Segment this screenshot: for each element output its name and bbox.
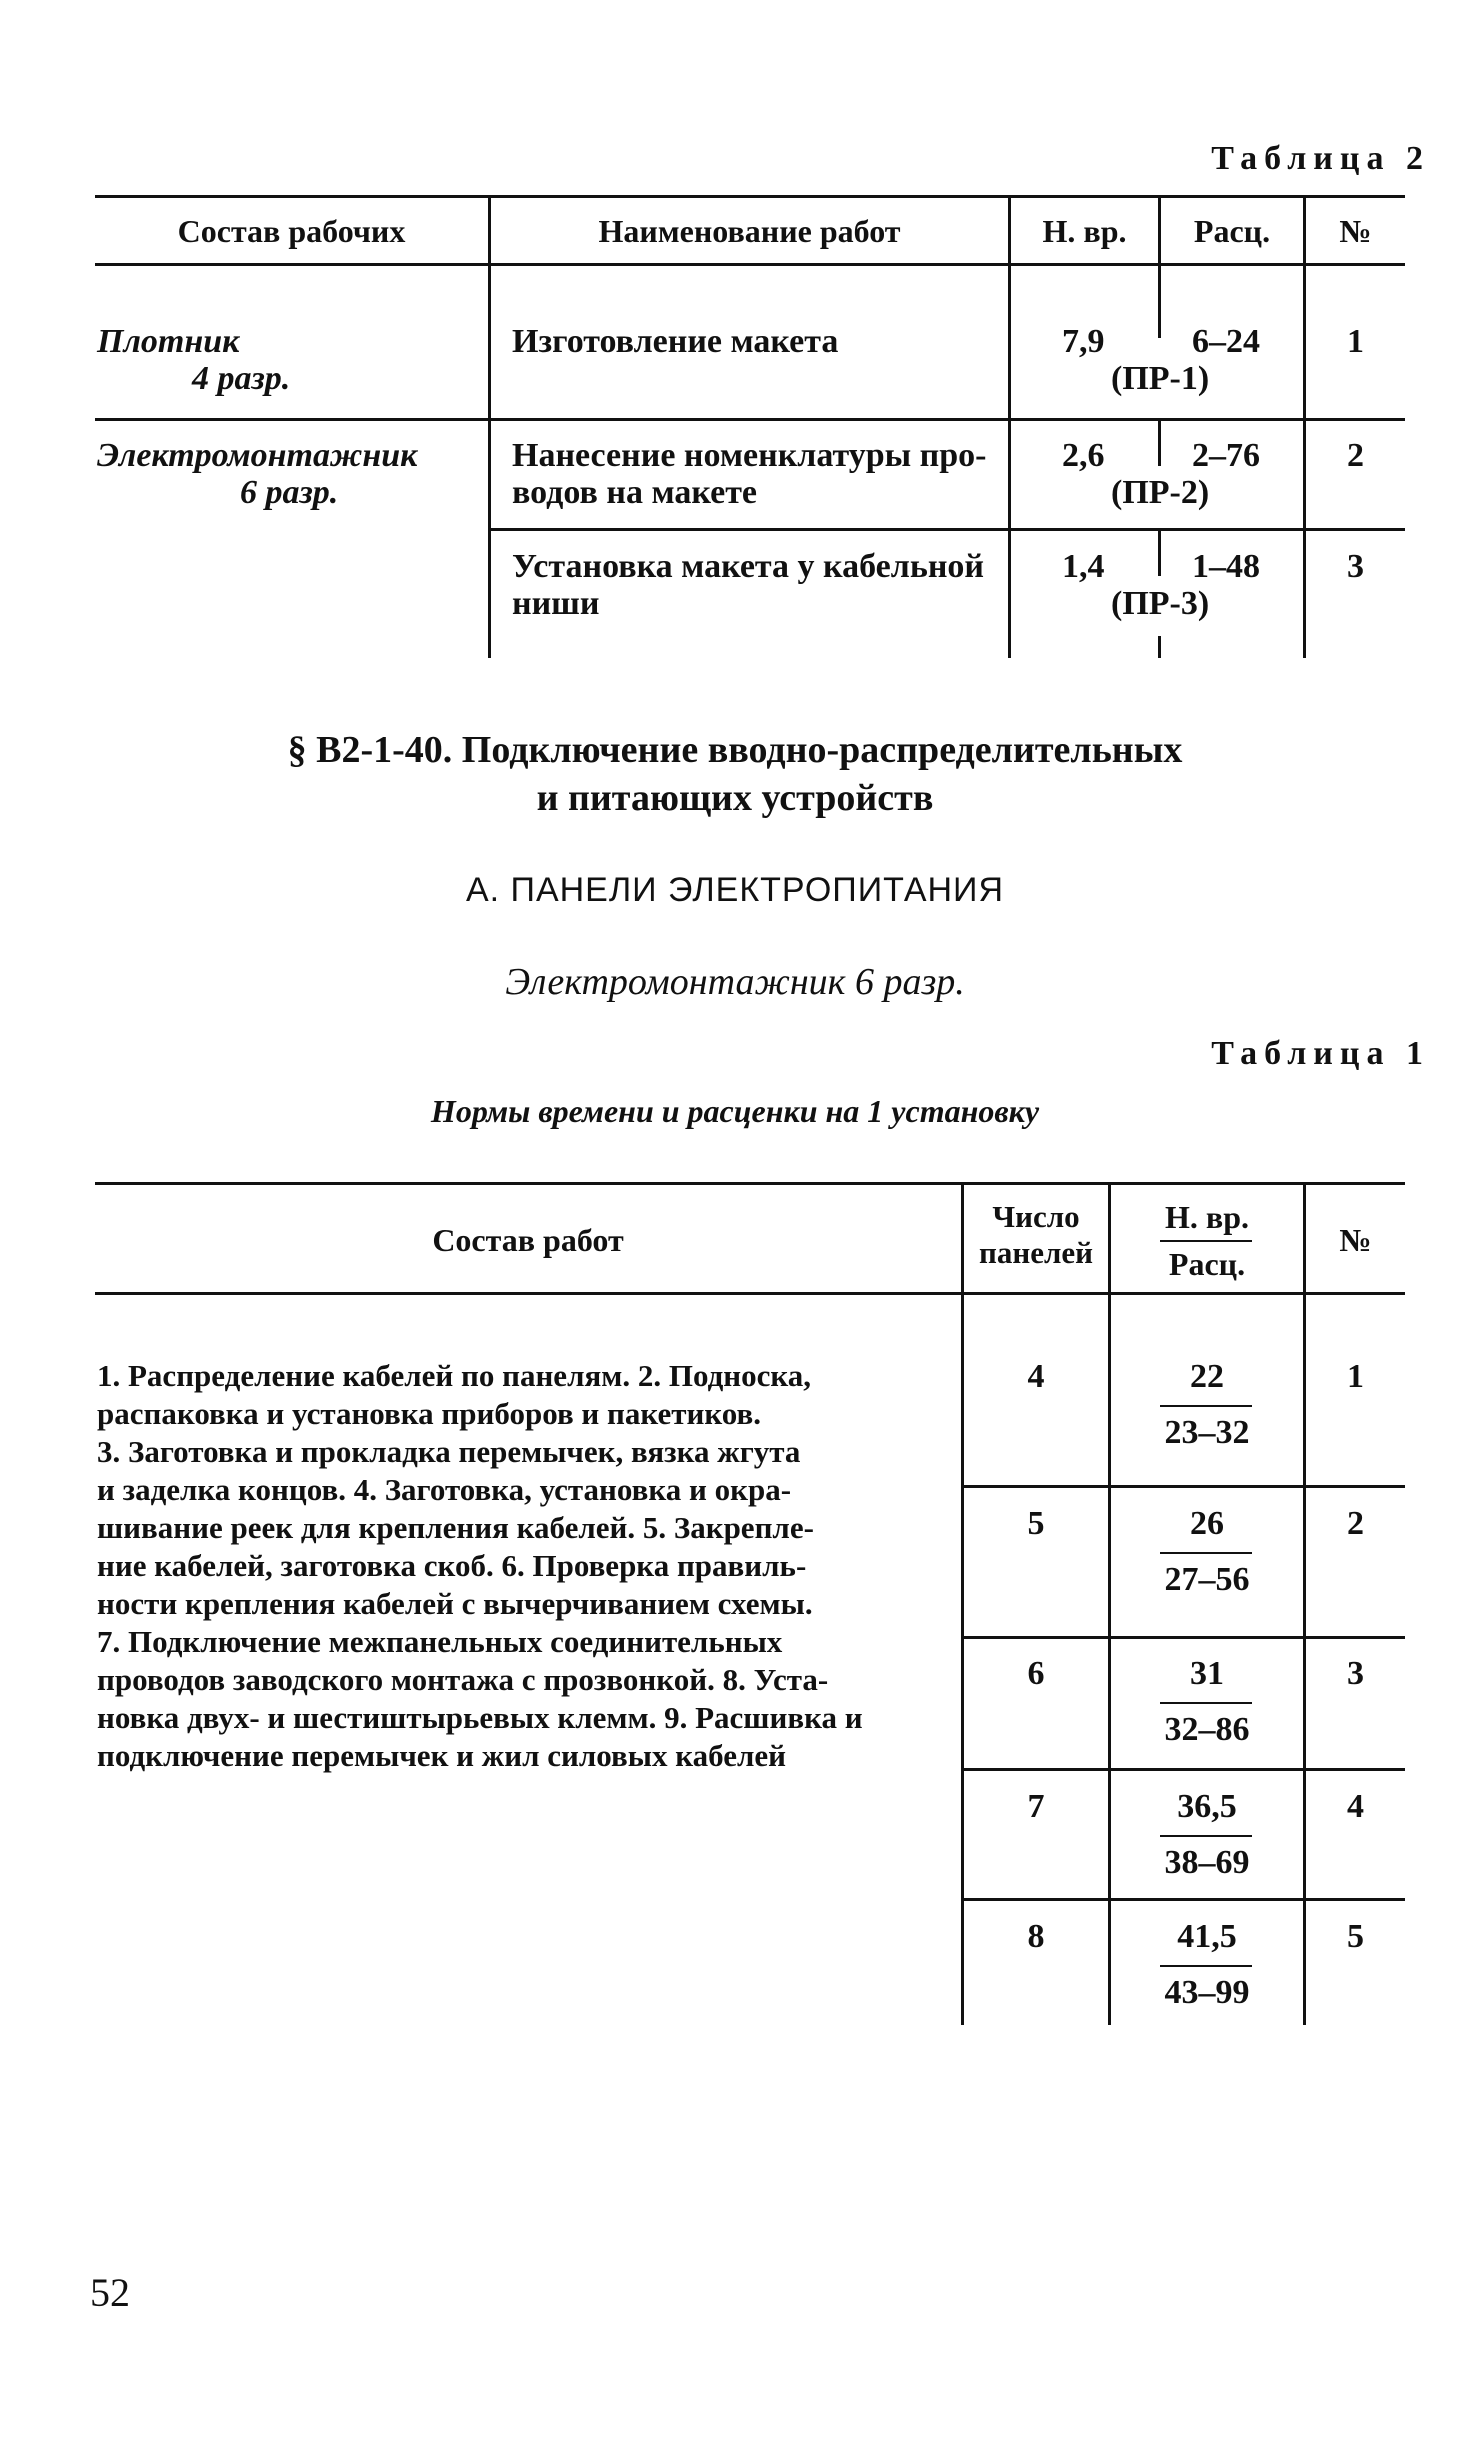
work-line: 3. Заготовка и прокладка перемычек, вязка жгута xyxy=(97,1434,801,1469)
table1-title: Нормы времени и расценки на 1 установку xyxy=(430,1093,1040,1129)
rate-value: 27–56 xyxy=(1164,1561,1250,1598)
panel-count: 7 xyxy=(1027,1788,1045,1825)
panel-count: 8 xyxy=(1027,1918,1045,1955)
work-description: ниши xyxy=(512,585,600,622)
rate-value: 1–48 xyxy=(1192,548,1260,585)
table1-header-panels: Число xyxy=(992,1199,1080,1234)
row-number: 2 xyxy=(1347,1505,1364,1542)
work-line: ние кабелей, заготовка скоб. 6. Проверка правиль- xyxy=(97,1548,807,1583)
table1-caption: Таблица 1 xyxy=(1211,1035,1430,1072)
table2-header-rule xyxy=(95,263,1405,266)
row-number: 1 xyxy=(1347,323,1364,360)
norm-value: 36,5 xyxy=(1177,1788,1237,1825)
table2-row2-rule xyxy=(490,528,1405,531)
page-number: 52 xyxy=(90,2270,130,2315)
norm-value: 2,6 xyxy=(1062,437,1105,474)
rate-value: 43–99 xyxy=(1164,1974,1250,2011)
table2-row1-rule xyxy=(95,418,1405,421)
row-number: 3 xyxy=(1347,548,1364,585)
worker-heading: Электромонтажник 6 разр. xyxy=(505,961,965,1003)
table1-col-divider xyxy=(1303,1182,1306,2025)
row-number: 1 xyxy=(1347,1358,1364,1395)
rate-value: 6–24 xyxy=(1192,323,1260,360)
work-line: новка двух- и шестиштырьевых клемм. 9. Расшивка и xyxy=(97,1700,863,1735)
panel-count: 6 xyxy=(1027,1655,1045,1692)
table1-header-fraction-bar xyxy=(1160,1240,1252,1242)
fraction-bar xyxy=(1160,1552,1252,1554)
table1-header-panels: панелей xyxy=(979,1235,1093,1270)
work-line: 1. Распределение кабелей по панелям. 2. Подноска, xyxy=(97,1358,812,1393)
panel-count: 4 xyxy=(1027,1358,1045,1395)
fraction-bar xyxy=(1160,1965,1252,1967)
rate-value: 2–76 xyxy=(1192,437,1260,474)
reference-code: (ПР-3) xyxy=(1111,585,1210,622)
work-composition xyxy=(97,1357,947,1775)
table1-row-rule xyxy=(962,1898,1405,1901)
table1-col-divider xyxy=(961,1182,964,2025)
rate-value: 23–32 xyxy=(1164,1414,1250,1451)
work-description: водов на макете xyxy=(512,474,758,511)
norm-value: 31 xyxy=(1190,1655,1224,1692)
table2-split-stroke xyxy=(1158,636,1161,658)
table1-header-rule xyxy=(95,1292,1405,1295)
work-description: Установка макета у кабельной xyxy=(512,548,984,585)
table1-top-rule xyxy=(95,1182,1405,1185)
section-title: § В2-1-40. Подключение вводно-распределительных xyxy=(287,729,1183,771)
table2-header-number: № xyxy=(1339,213,1372,249)
table2-col-divider xyxy=(1303,195,1306,658)
subheading: А. ПАНЕЛИ ЭЛЕКТРОПИТАНИЯ xyxy=(465,871,1005,909)
table1-header-number: № xyxy=(1339,1222,1372,1258)
table2-top-rule xyxy=(95,195,1405,198)
table2-split-stroke xyxy=(1158,528,1161,576)
table2-col-divider xyxy=(1008,195,1011,658)
fraction-bar xyxy=(1160,1405,1252,1407)
table2-header-rate: Расц. xyxy=(1193,213,1271,249)
reference-code: (ПР-2) xyxy=(1111,474,1210,511)
table2-split-stroke xyxy=(1158,263,1161,338)
table2-col-divider xyxy=(488,195,491,658)
work-line: распаковка и установка приборов и пакетиков. xyxy=(97,1396,762,1431)
worker-role: Плотник xyxy=(97,323,240,360)
reference-code: (ПР-1) xyxy=(1111,360,1210,397)
rate-value: 38–69 xyxy=(1164,1844,1250,1881)
norm-value: 7,9 xyxy=(1062,323,1105,360)
worker-grade: 6 разр. xyxy=(240,474,339,511)
work-line: 7. Подключение межпанельных соединительных xyxy=(97,1624,783,1659)
norm-value: 1,4 xyxy=(1062,548,1105,585)
work-line: шивание реек для крепления кабелей. 5. Закрепле- xyxy=(97,1510,814,1545)
table2-header-workers: Состав рабочих xyxy=(177,213,406,249)
work-line: проводов заводского монтажа с прозвонкой. 8. Уста- xyxy=(97,1662,829,1697)
table1-header-work: Состав работ xyxy=(432,1222,624,1258)
table2-header-works: Наименование работ xyxy=(598,213,901,249)
panel-count: 5 xyxy=(1027,1505,1045,1542)
table1-row-rule xyxy=(962,1636,1405,1639)
table2-split-stroke xyxy=(1158,418,1161,466)
work-description: Изготовление макета xyxy=(512,323,839,360)
worker-role: Электромонтажник xyxy=(97,437,418,474)
table1-header-rate: Расц. xyxy=(1168,1246,1246,1282)
norm-value: 41,5 xyxy=(1177,1918,1237,1955)
table1-header-norm: Н. вр. xyxy=(1165,1199,1249,1235)
table1-col-divider xyxy=(1108,1182,1111,2025)
section-title: и питающих устройств xyxy=(536,777,934,819)
rate-value: 32–86 xyxy=(1164,1711,1250,1748)
row-number: 3 xyxy=(1347,1655,1364,1692)
table1-row-rule xyxy=(962,1485,1405,1488)
table2-header-norm: Н. вр. xyxy=(1042,213,1127,249)
norm-value: 22 xyxy=(1190,1358,1224,1395)
norm-value: 26 xyxy=(1190,1505,1224,1542)
work-line: и заделка концов. 4. Заготовка, установка и окра- xyxy=(97,1472,792,1507)
work-line: ности крепления кабелей с вычерчиванием схемы. xyxy=(97,1586,813,1621)
table1-row-rule xyxy=(962,1768,1405,1771)
row-number: 4 xyxy=(1347,1788,1364,1825)
row-number: 2 xyxy=(1347,437,1364,474)
worker-grade: 4 разр. xyxy=(192,360,291,397)
fraction-bar xyxy=(1160,1702,1252,1704)
fraction-bar xyxy=(1160,1835,1252,1837)
work-line: подключение перемычек и жил силовых кабелей xyxy=(97,1738,786,1773)
work-description: Нанесение номенклатуры про- xyxy=(512,437,987,474)
table2-caption: Таблица 2 xyxy=(1211,140,1430,177)
row-number: 5 xyxy=(1347,1918,1364,1955)
